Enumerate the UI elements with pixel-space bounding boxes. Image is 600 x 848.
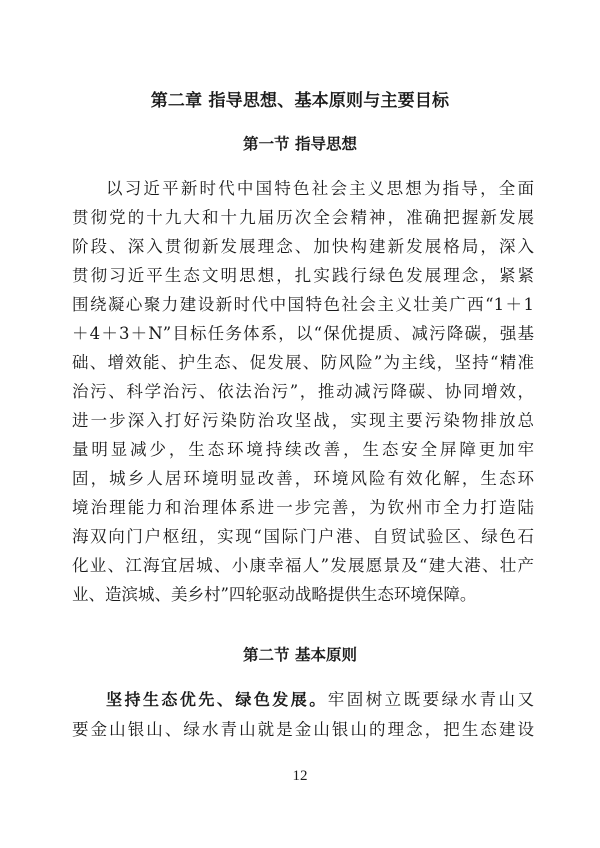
section-title-guiding-ideology: 第一节 指导思想 [243,135,357,153]
paragraph-line: 要金山银山、绿水青山就是金山银山的理念，把生态建设 [72,720,534,739]
principle-heading: 坚持生态优先、绿色发展。 [106,690,328,709]
paragraph-line: 固，城乡人居环境明显改善，环境风险有效化解，生态环 [72,469,534,488]
paragraph-line: 海双向门户枢纽，实现“国际门户港、自贸试验区、绿色石 [72,527,534,546]
paragraph-line: 业、造滨城、美乡村”四轮驱动战略提供生态环境保障。 [72,585,477,604]
paragraph-line [106,686,534,714]
paragraph-line: 础、增效能、护生态、促发展、防风险”为主线，坚持“精准 [72,353,534,372]
paragraph-line: 化业、江海宜居城、小康幸福人”发展愿景及“建大港、壮产 [72,556,534,575]
paragraph-line: ＋4＋3＋N”目标任务体系，以“保优提质、减污降碳，强基 [72,324,534,343]
page-number: 12 [292,768,308,784]
paragraph-line: 以习近平新时代中国特色社会主义思想为指导，全面 [106,179,534,198]
paragraph-line: 量明显减少，生态环境持续改善，生态安全屏障更加牢 [72,440,534,459]
paragraph-line: 贯彻习近平生态文明思想，扎实践行绿色发展理念，紧紧 [72,266,534,285]
principle-text: 牢固树立既要绿水青山又 [327,690,534,709]
chapter-title: 第二章 指导思想、基本原则与主要目标 [150,91,450,111]
paragraph-line: 阶段、深入贯彻新发展理念、加快构建新发展格局，深入 [72,237,534,256]
paragraph-line: 贯彻党的十九大和十九届历次全会精神，准确把握新发展 [72,208,534,227]
section-title-basic-principles: 第二节 基本原则 [243,646,357,664]
paragraph-line: 境治理能力和治理体系进一步完善，为钦州市全力打造陆 [72,498,534,517]
paragraph-line: 进一步深入打好污染防治攻坚战，实现主要污染物排放总 [72,411,534,430]
paragraph-line: 围绕凝心聚力建设新时代中国特色社会主义壮美广西“1＋1 [72,295,534,314]
paragraph-line: 治污、科学治污、依法治污”，推动减污降碳、协同增效， [72,382,534,401]
